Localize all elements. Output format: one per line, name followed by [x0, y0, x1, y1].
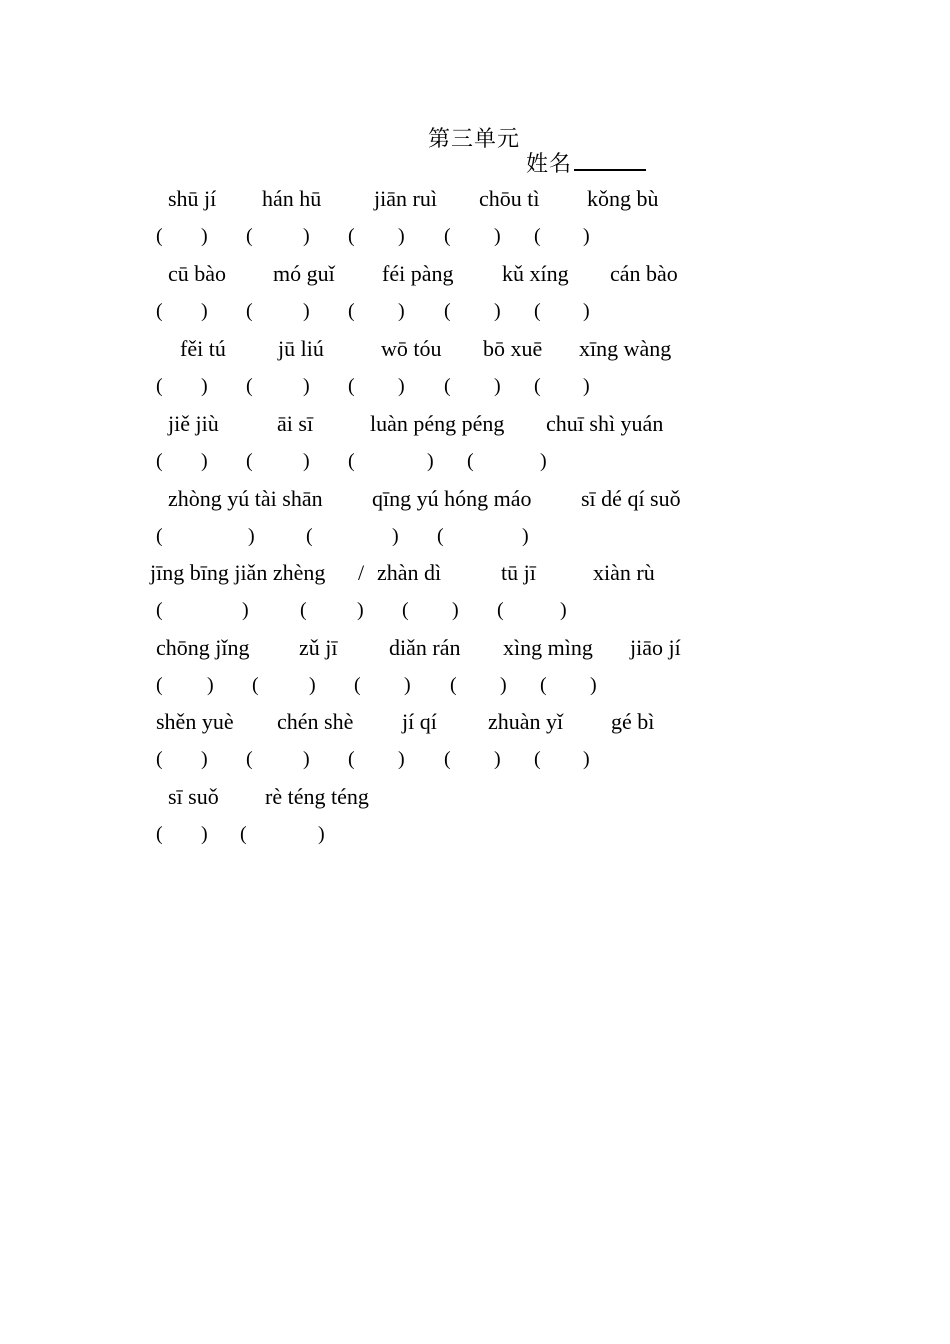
close-paren: ): [500, 674, 507, 696]
pinyin-item: luàn péng péng: [370, 411, 505, 436]
pinyin-item: xiàn rù: [593, 560, 655, 585]
close-paren: ): [494, 375, 501, 397]
open-paren: (: [497, 599, 504, 621]
pinyin-item: cū bào: [168, 261, 227, 286]
pinyin-item: shū jí: [168, 186, 217, 211]
page-title: 第三单元: [428, 126, 521, 151]
open-paren: (: [156, 300, 163, 322]
close-paren: ): [583, 748, 590, 770]
close-paren: ): [540, 450, 547, 472]
close-paren: ): [303, 225, 310, 247]
pinyin-item: zhòng yú tài shān: [168, 486, 323, 511]
name-field: [526, 147, 646, 178]
pinyin-item: kǒng bù: [587, 186, 659, 211]
open-paren: (: [348, 300, 355, 322]
open-paren: (: [246, 748, 253, 770]
close-paren: ): [248, 525, 255, 547]
pinyin-item: xīng wàng: [579, 336, 672, 361]
open-paren: (: [156, 599, 163, 621]
close-paren: ): [452, 599, 459, 621]
pinyin-item: fěi tú: [180, 336, 226, 361]
pinyin-item: bō xuē: [483, 336, 543, 361]
pinyin-item: jū liú: [278, 336, 324, 361]
close-paren: ): [242, 599, 249, 621]
open-paren: (: [450, 674, 457, 696]
close-paren: ): [303, 375, 310, 397]
pinyin-item: zhuàn yǐ: [488, 709, 564, 734]
open-paren: (: [156, 823, 163, 845]
name-label: 姓名: [526, 151, 573, 176]
pinyin-item: chōng jǐng: [156, 635, 250, 660]
open-paren: (: [534, 375, 541, 397]
pinyin-item: chén shè: [277, 709, 354, 734]
close-paren: ): [303, 450, 310, 472]
close-paren: ): [309, 674, 316, 696]
open-paren: (: [348, 375, 355, 397]
open-paren: (: [240, 823, 247, 845]
close-paren: ): [583, 225, 590, 247]
close-paren: ): [201, 748, 208, 770]
open-paren: (: [444, 225, 451, 247]
name-blank-line: [574, 149, 646, 171]
close-paren: ): [583, 300, 590, 322]
pinyin-item: shěn yuè: [156, 709, 234, 734]
open-paren: (: [246, 300, 253, 322]
open-paren: (: [156, 375, 163, 397]
open-paren: (: [534, 300, 541, 322]
pinyin-item: jīng bīng jiǎn zhèng: [150, 560, 326, 585]
open-paren: (: [156, 748, 163, 770]
open-paren: (: [348, 225, 355, 247]
pinyin-item: āi sī: [277, 411, 314, 436]
open-paren: (: [402, 599, 409, 621]
pinyin-item: jiān ruì: [374, 186, 437, 211]
close-paren: ): [303, 300, 310, 322]
pinyin-item: féi pàng: [382, 261, 454, 286]
pinyin-item: sī suǒ: [168, 784, 219, 809]
close-paren: ): [427, 450, 434, 472]
pinyin-item: chōu tì: [479, 186, 540, 211]
close-paren: ): [522, 525, 529, 547]
open-paren: (: [540, 674, 547, 696]
close-paren: ): [404, 674, 411, 696]
close-paren: ): [494, 748, 501, 770]
close-paren: ): [398, 748, 405, 770]
open-paren: (: [156, 225, 163, 247]
close-paren: ): [494, 300, 501, 322]
pinyin-item: qīng yú hóng máo: [372, 486, 532, 511]
close-paren: ): [392, 525, 399, 547]
pinyin-item: gé bì: [611, 709, 655, 734]
close-paren: ): [398, 225, 405, 247]
open-paren: (: [348, 450, 355, 472]
open-paren: (: [534, 225, 541, 247]
pinyin-item: mó guǐ: [273, 261, 335, 286]
close-paren: ): [318, 823, 325, 845]
pinyin-item: wō tóu: [381, 336, 442, 361]
close-paren: ): [357, 599, 364, 621]
close-paren: ): [207, 674, 214, 696]
open-paren: (: [467, 450, 474, 472]
pinyin-item: kǔ xíng: [502, 261, 569, 286]
open-paren: (: [444, 375, 451, 397]
open-paren: (: [444, 748, 451, 770]
open-paren: (: [348, 748, 355, 770]
open-paren: (: [300, 599, 307, 621]
open-paren: (: [444, 300, 451, 322]
close-paren: ): [590, 674, 597, 696]
close-paren: ): [201, 300, 208, 322]
open-paren: (: [306, 525, 313, 547]
pinyin-item: rè téng téng: [265, 784, 369, 809]
open-paren: (: [156, 525, 163, 547]
pinyin-item: tū jī: [501, 560, 536, 585]
pinyin-item: jiě jiù: [168, 411, 219, 436]
close-paren: ): [494, 225, 501, 247]
close-paren: ): [398, 300, 405, 322]
close-paren: ): [303, 748, 310, 770]
close-paren: ): [201, 225, 208, 247]
open-paren: (: [156, 674, 163, 696]
pinyin-item: zhàn dì: [377, 560, 442, 585]
open-paren: (: [246, 375, 253, 397]
open-paren: (: [246, 450, 253, 472]
open-paren: (: [156, 450, 163, 472]
open-paren: (: [252, 674, 259, 696]
pinyin-item: sī dé qí suǒ: [581, 486, 681, 511]
pinyin-item: jí qí: [402, 709, 437, 734]
close-paren: ): [201, 823, 208, 845]
close-paren: ): [201, 450, 208, 472]
close-paren: ): [398, 375, 405, 397]
pinyin-item: hán hū: [262, 186, 322, 211]
pinyin-item: cán bào: [610, 261, 678, 286]
open-paren: (: [354, 674, 361, 696]
pinyin-item: chuī shì yuán: [546, 411, 664, 436]
pinyin-item: diǎn rán: [389, 635, 461, 660]
open-paren: (: [534, 748, 541, 770]
open-paren: (: [246, 225, 253, 247]
open-paren: (: [437, 525, 444, 547]
pinyin-item: jiāo jí: [630, 635, 681, 660]
close-paren: ): [201, 375, 208, 397]
close-paren: ): [560, 599, 567, 621]
close-paren: ): [583, 375, 590, 397]
pinyin-item: xìng mìng: [503, 635, 593, 660]
separator-slash: /: [358, 560, 365, 585]
pinyin-item: zǔ jī: [299, 635, 338, 660]
